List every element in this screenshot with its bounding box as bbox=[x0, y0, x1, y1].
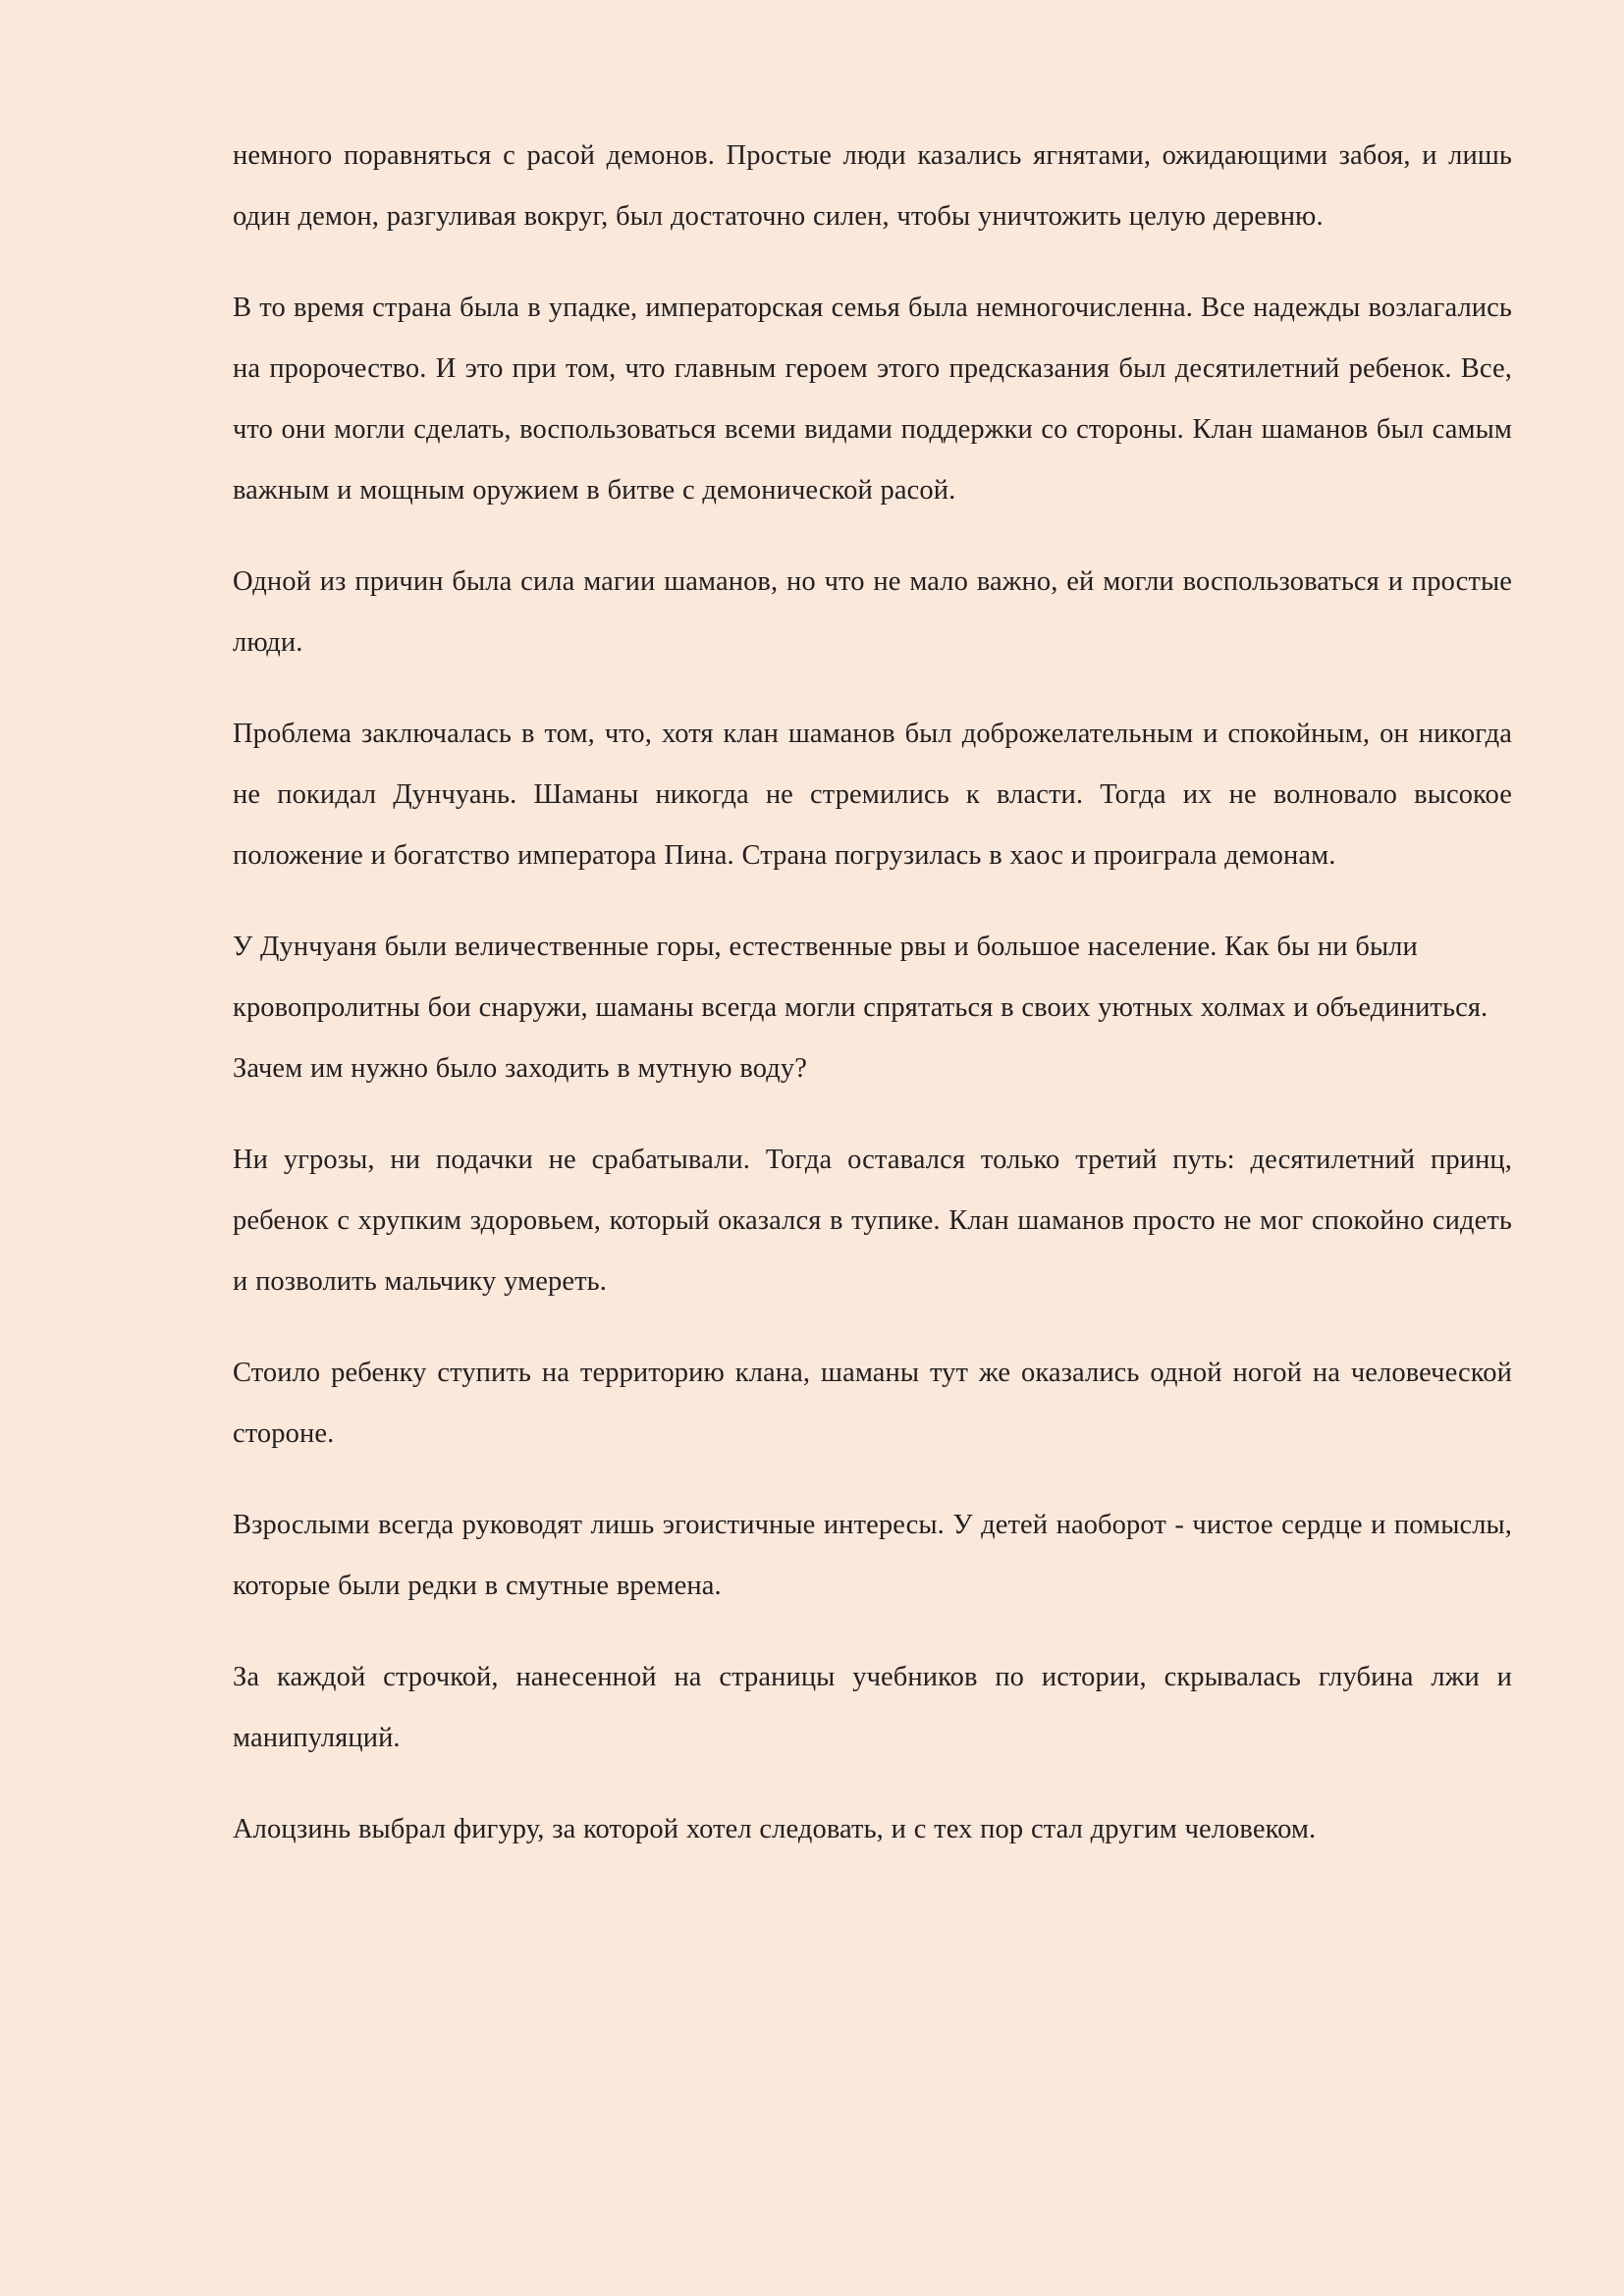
paragraph-4: Проблема заключалась в том, что, хотя клан шаманов был доброжелательным и спокойным, он никогда не покидал Дунчуань. Шаманы никогда не стремились к власти. Тогда их не волновало высокое положение и богатство императора Пина. Страна погрузилась в хаос и проиграла демонам. bbox=[233, 719, 1512, 871]
paragraph-7: Стоило ребенку ступить на территорию клана, шаманы тут же оказались одной ногой на человеческой стороне. bbox=[233, 1358, 1512, 1449]
paragraph-10: Алоцзинь выбрал фигуру, за которой хотел следовать, и с тех пор стал другим человеком. bbox=[233, 1814, 1317, 1844]
paragraph-5: У Дунчуаня были величественные горы, естественные рвы и большое население. Как бы ни были кровопролитны бои снаружи, шаманы всегда могли спрятаться в своих уютных холмах и объединиться. Зачем им нужно было заходить в мутную воду? bbox=[233, 932, 1489, 1084]
body-text-column bbox=[233, 126, 1512, 1860]
paragraph-9: За каждой строчкой, нанесенной на страницы учебников по истории, скрывалась глубина лжи и манипуляций. bbox=[233, 1662, 1512, 1753]
paragraph-8: Взрослыми всегда руководят лишь эгоистичные интересы. У детей наоборот - чистое сердце и помыслы, которые были редки в смутные времена. bbox=[233, 1510, 1512, 1601]
paragraph-1: немного поравняться с расой демонов. Простые люди казались ягнятами, ожидающими забоя, и лишь один демон, разгуливая вокруг, был достаточно силен, чтобы уничтожить целую деревню. bbox=[233, 140, 1512, 232]
paragraph-3: Одной из причин была сила магии шаманов, но что не мало важно, ей могли воспользоваться и простые люди. bbox=[233, 566, 1512, 658]
paragraph-6: Ни угрозы, ни подачки не срабатывали. Тогда оставался только третий путь: десятилетний принц, ребенок с хрупким здоровьем, который оказался в тупике. Клан шаманов просто не мог спокойно сидеть и позволить мальчику умереть. bbox=[233, 1145, 1512, 1297]
paragraph-2: В то время страна была в упадке, императорская семья была немногочисленна. Все надежды возлагались на пророчество. И это при том, что главным героем этого предсказания был десятилетний ребенок. Все, что они могли сделать, воспользоваться всеми видами поддержки со стороны. Клан шаманов был самым важным и мощным оружием в битве с демонической расой. bbox=[233, 293, 1512, 506]
